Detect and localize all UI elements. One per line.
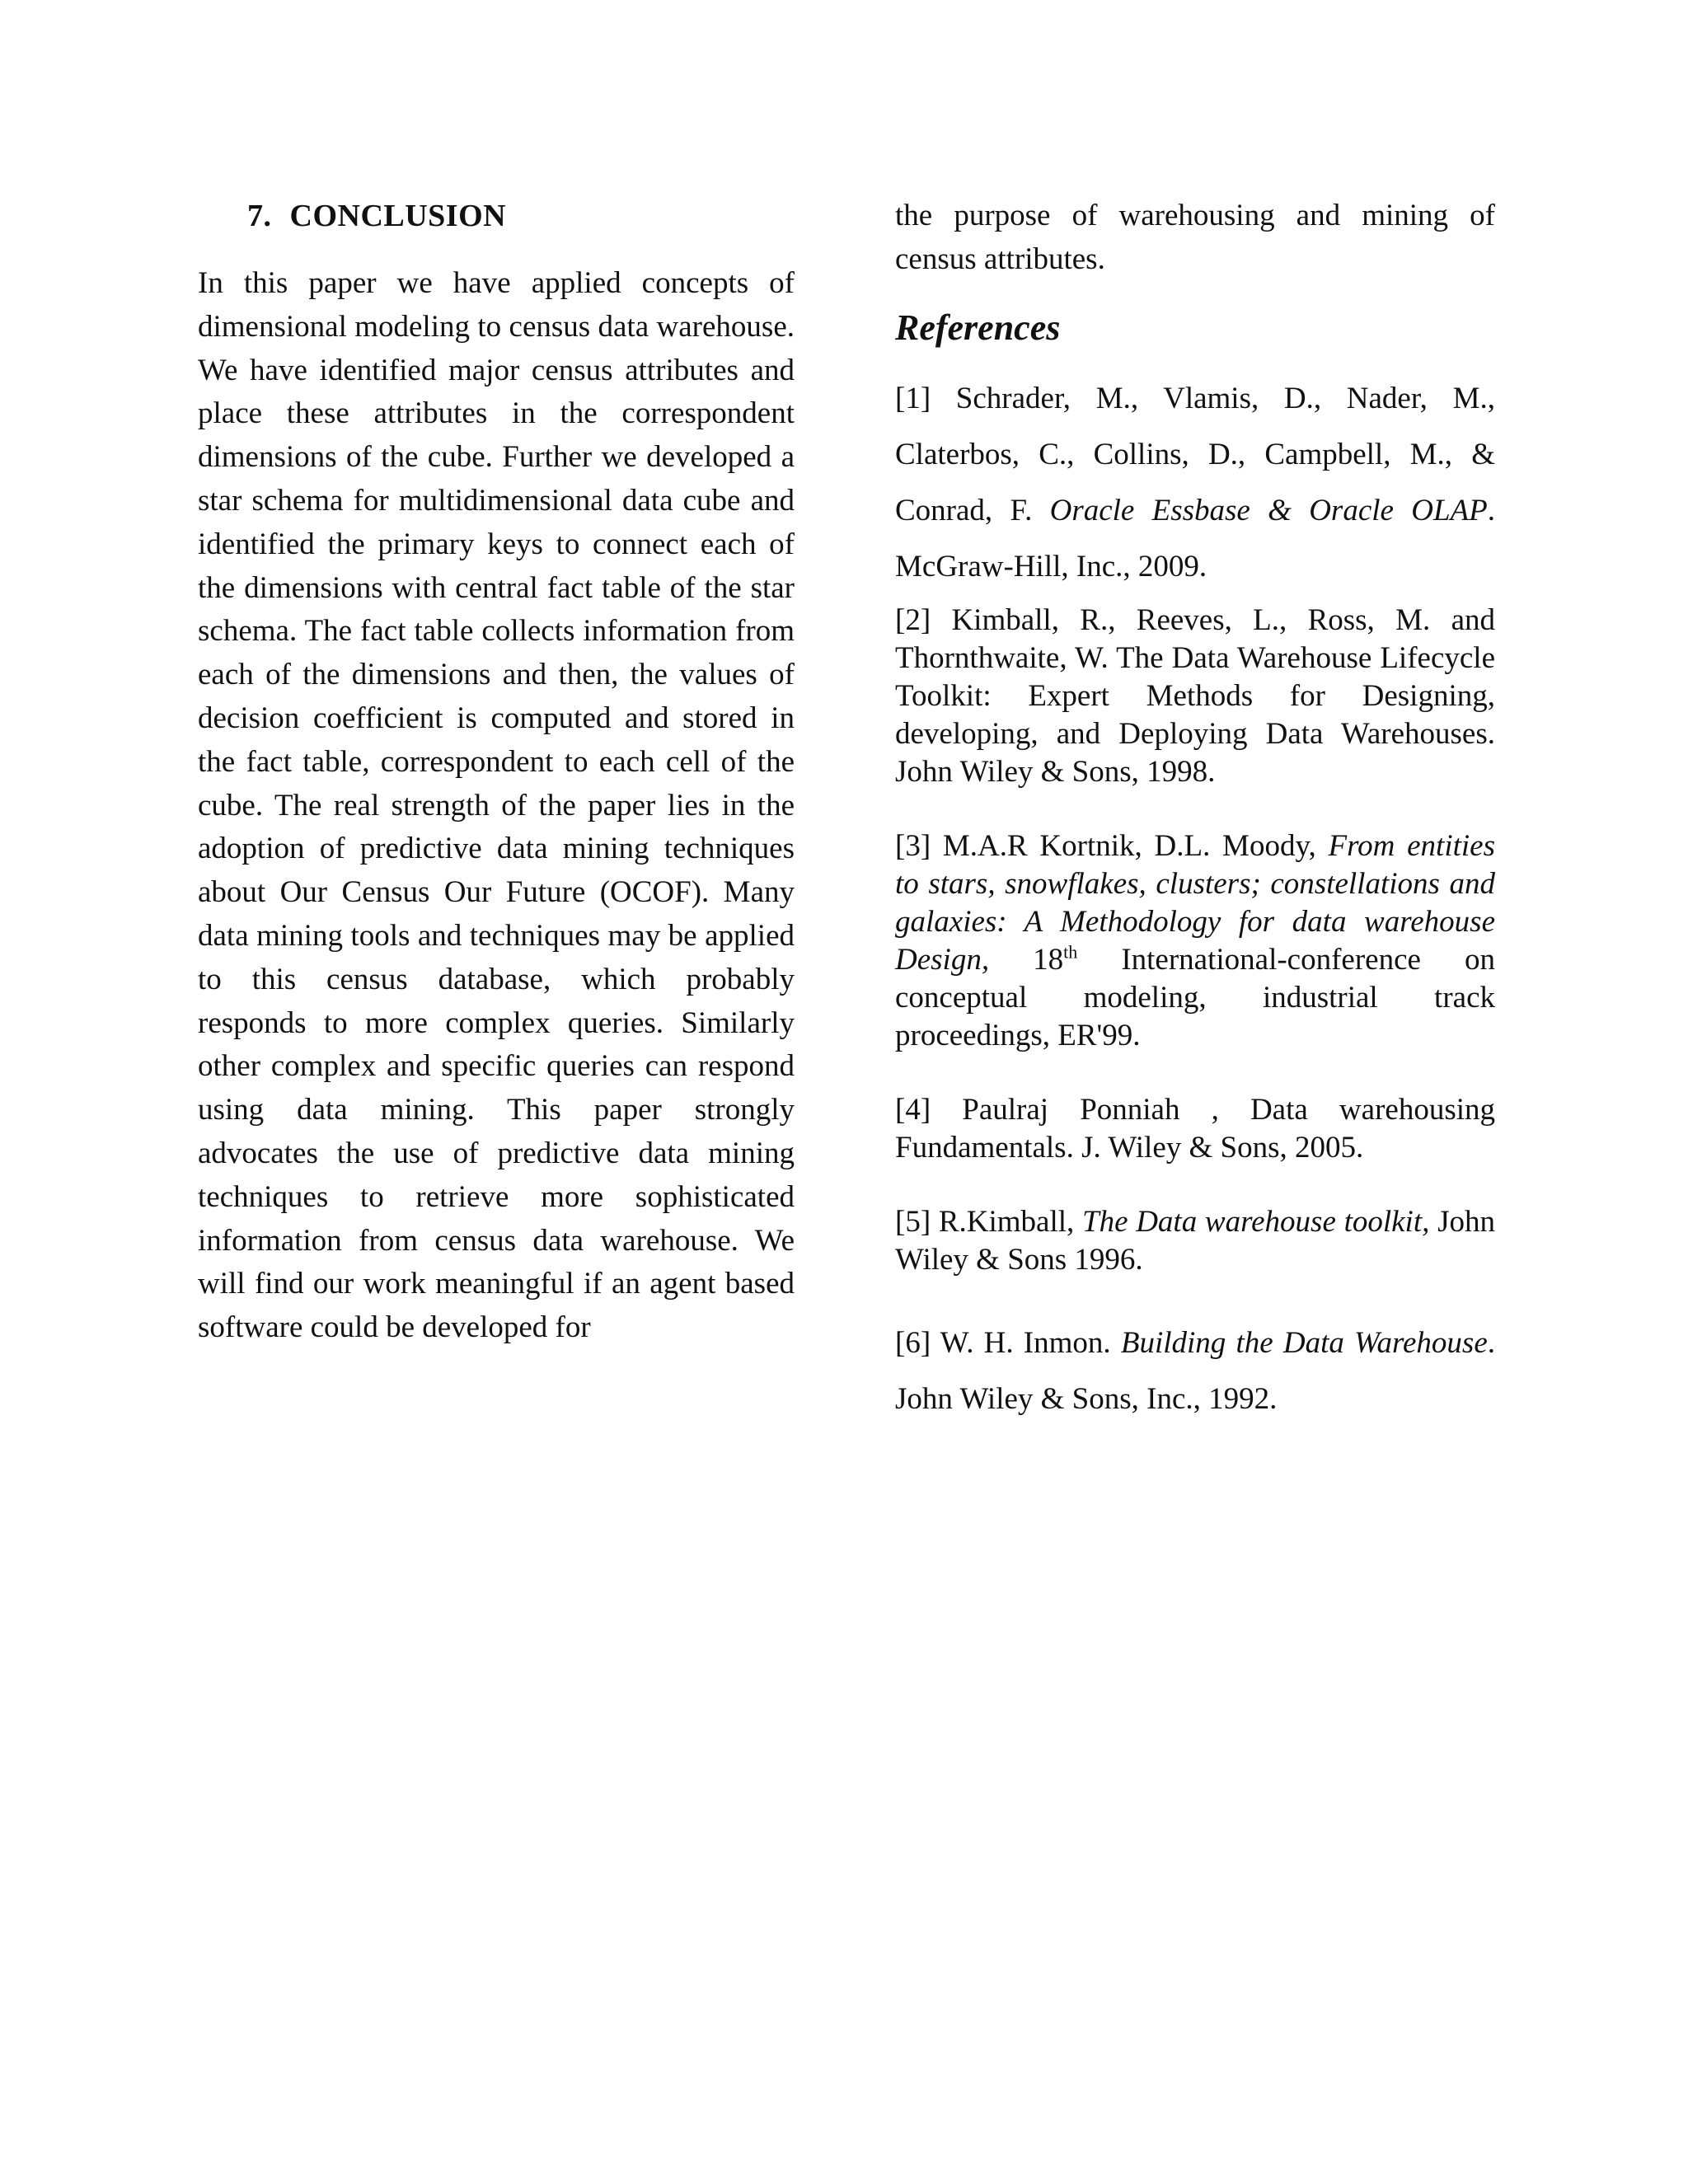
reference-1 <box>895 371 1495 595</box>
reference-6-publisher: . John Wiley & Sons, Inc., 1992. <box>895 1325 1495 1416</box>
reference-3-title: From entities to stars, snowflakes, clusters; constellations and galaxies: A Methodology for data warehouse Design, <box>895 828 1495 977</box>
reference-3-ordinal-suffix: th <box>1063 941 1078 963</box>
reference-3-authors: [3] M.A.R Kortnik, D.L. Moody, <box>895 828 1329 863</box>
reference-1-publisher: . McGraw-Hill, Inc., 2009. <box>895 493 1495 583</box>
reference-6 <box>895 1315 1495 1427</box>
reference-1-text: [1] Schrader, M., Vlamis, D., Nader, M., Claterbos, C., Collins, D., Campbell, M., & Conrad, F. <box>895 381 1495 527</box>
reference-4: [4] Paulraj Ponniah , Data warehousing Fundamentals. J. Wiley & Sons, 2005. <box>895 1092 1495 1165</box>
conclusion-continuation: the purpose of warehousing and mining of census attributes. <box>895 199 1495 276</box>
reference-5-author: [5] R.Kimball, <box>895 1204 1082 1239</box>
section-heading <box>198 194 795 237</box>
section-title: CONCLUSION <box>289 199 507 233</box>
left-column <box>198 194 795 1350</box>
right-column <box>895 194 1495 1427</box>
references-title: References <box>895 307 1061 348</box>
reference-5 <box>895 1203 1495 1279</box>
reference-2: [2] Kimball, R., Reeves, L., Ross, M. and Thornthwaite, W. The Data Warehouse Lifecycle Toolkit: Expert Methods for Designing, developing, and Deploying Data Warehouses. John Wiley & Sons, 1998. <box>895 602 1495 789</box>
reference-5-title: The Data warehouse toolkit, <box>1082 1204 1430 1239</box>
section-number: 7. <box>247 199 272 233</box>
reference-3 <box>895 827 1495 1055</box>
reference-3-ordinal: 18 <box>1033 942 1064 977</box>
reference-3-venue: International-conference on conceptual modeling, industrial track proceedings, ER'99. <box>895 942 1495 1052</box>
conclusion-paragraph: In this paper we have applied concepts of dimensional modeling to census data warehouse. We have identified major census attributes and place these attributes in the correspondent dimensions of the cube. Further we developed a star schema for multidimensional data cube and identified the primary keys to connect each of the dimensions with central fact table of the star schema. The fact table collects information from each of the dimensions and then, the values of decision coefficient is computed and stored in the fact table, correspondent to each cell of the cube. The real strength of the paper lies in the adoption of predictive data mining techniques about Our Census Our Future (OCOF). Many data mining tools and techniques may be applied to this census database, which probably responds to more complex queries. Similarly other complex and specific queries can respond using data mining. This paper strongly advocates the use of predictive data mining techniques to retrieve more sophisticated information from census data warehouse. We will find our work meaningful if an agent based software could be developed for <box>198 266 795 1345</box>
reference-6-title: Building the Data Warehouse <box>1120 1325 1488 1360</box>
reference-5-publisher: John Wiley & Sons 1996. <box>895 1204 1495 1277</box>
reference-6-author: [6] W. H. Inmon. <box>895 1325 1121 1360</box>
reference-1-title: Oracle Essbase & Oracle OLAP <box>1049 493 1488 527</box>
